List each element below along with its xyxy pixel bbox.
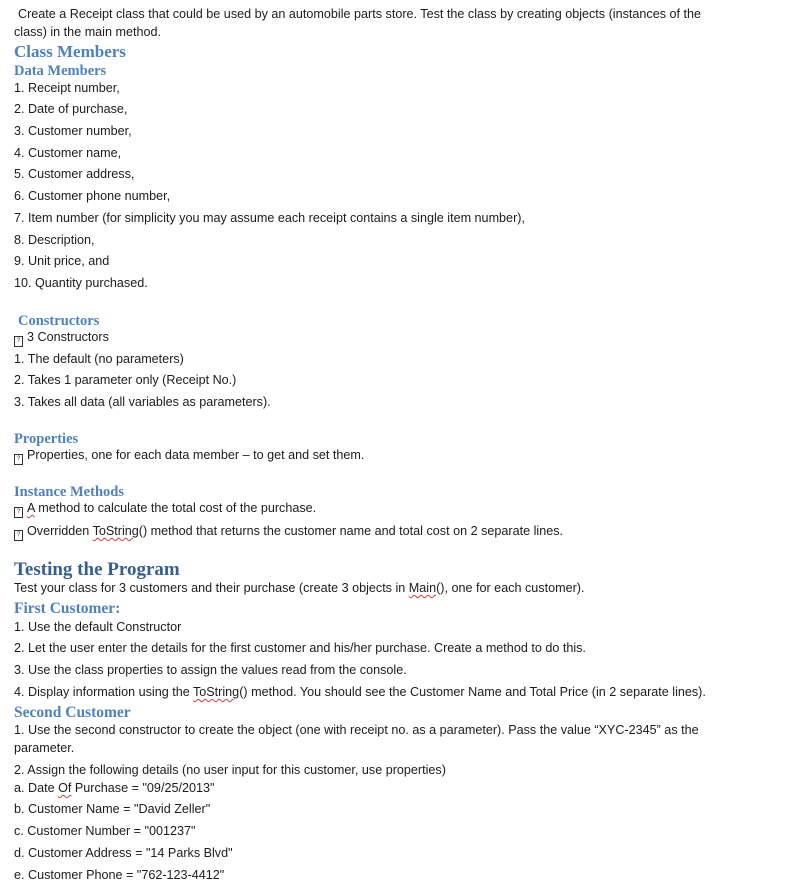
data-member-item: 9. Unit price, and (14, 254, 110, 268)
second-customer-detail: b. Customer Name = "David Zeller" (14, 802, 211, 816)
second-customer-item: parameter. (14, 741, 75, 755)
detail-text: Purchase = "09/25/2013" (71, 781, 215, 795)
instance-method-text: () method that returns the customer name and total cost on 2 separate lines. (138, 524, 563, 538)
constructor-item: 1. The default (no parameters) (14, 352, 184, 366)
instance-method-text: Overridden (27, 524, 93, 538)
testing-text: (), one for each customer). (436, 581, 585, 595)
spellcheck-word: ToString (192, 685, 240, 699)
first-customer-text: () method. You should see the Customer Name and Total Price (in 2 separate lines). (239, 685, 706, 699)
properties-bullet (14, 447, 364, 465)
spellcheck-word: Main (408, 581, 437, 595)
second-customer-detail: c. Customer Number = "001237" (14, 824, 196, 838)
data-member-item: 5. Customer address, (14, 167, 135, 181)
spellcheck-word: A (27, 501, 35, 515)
intro-line-1: Create a Receipt class that could be used by an automobile parts store. Test the class by creating objects (instances of the (18, 7, 702, 21)
intro-line-2: class) in the main method. (14, 25, 161, 39)
data-members-heading: Data Members (14, 63, 107, 79)
data-member-item: 2. Date of purchase, (14, 102, 128, 116)
properties-bullet-text: Properties, one for each data member – to get and set them. (27, 448, 365, 462)
instance-methods-heading: Instance Methods (14, 484, 124, 500)
testing-text: Test your class for 3 customers and their purchase (create 3 objects in (14, 581, 409, 595)
first-customer-text: 4. Display information using the (14, 685, 193, 699)
testing-heading: Testing the Program (14, 559, 180, 580)
constructors-bullet (14, 329, 109, 347)
data-member-item: 7. Item number (for simplicity you may assume each receipt contains a single item number), (14, 211, 525, 225)
class-members-heading: Class Members (14, 42, 126, 61)
testing-line (14, 580, 584, 596)
second-customer-heading: Second Customer (14, 704, 131, 721)
first-customer-item (14, 684, 706, 700)
first-customer-heading: First Customer: (14, 600, 121, 617)
bullet-glyph-icon: ? (14, 336, 23, 347)
second-customer-detail: e. Customer Phone = "762-123-4412" (14, 868, 225, 882)
constructors-heading: Constructors (18, 313, 100, 329)
data-member-item: 3. Customer number, (14, 124, 132, 138)
detail-text: a. Date (14, 781, 59, 795)
data-member-item: 4. Customer name, (14, 146, 122, 160)
data-member-item: 8. Description, (14, 233, 95, 247)
instance-method-bullet-2 (14, 523, 563, 541)
instance-method-text: method to calculate the total cost of the purchase. (34, 501, 317, 515)
first-customer-item: 1. Use the default Constructor (14, 620, 182, 634)
constructors-bullet-text: 3 Constructors (27, 330, 109, 344)
instance-method-bullet-1 (14, 500, 316, 518)
data-member-item: 1. Receipt number, (14, 81, 120, 95)
second-customer-item: 2. Assign the following details (no user input for this customer, use properties) (14, 763, 446, 777)
properties-heading: Properties (14, 431, 79, 447)
data-member-item: 10. Quantity purchased. (14, 276, 148, 290)
first-customer-item: 2. Let the user enter the details for the first customer and his/her purchase. Create a method to do this. (14, 641, 586, 655)
constructor-item: 3. Takes all data (all variables as parameters). (14, 395, 271, 409)
bullet-glyph-icon: ? (14, 454, 23, 465)
spellcheck-word: ToString (92, 524, 139, 538)
bullet-glyph-icon: ? (14, 530, 23, 541)
spellcheck-word: Of (58, 781, 72, 795)
second-customer-item: 1. Use the second constructor to create the object (one with receipt no. as a parameter). Pass the value “XYC-2345” as the (14, 723, 699, 737)
constructor-item: 2. Takes 1 parameter only (Receipt No.) (14, 373, 237, 387)
first-customer-item: 3. Use the class properties to assign the values read from the console. (14, 663, 407, 677)
second-customer-detail: d. Customer Address = "14 Parks Blvd" (14, 846, 233, 860)
data-member-item: 6. Customer phone number, (14, 189, 171, 203)
bullet-glyph-icon: ? (14, 507, 23, 518)
second-customer-detail (14, 780, 214, 796)
